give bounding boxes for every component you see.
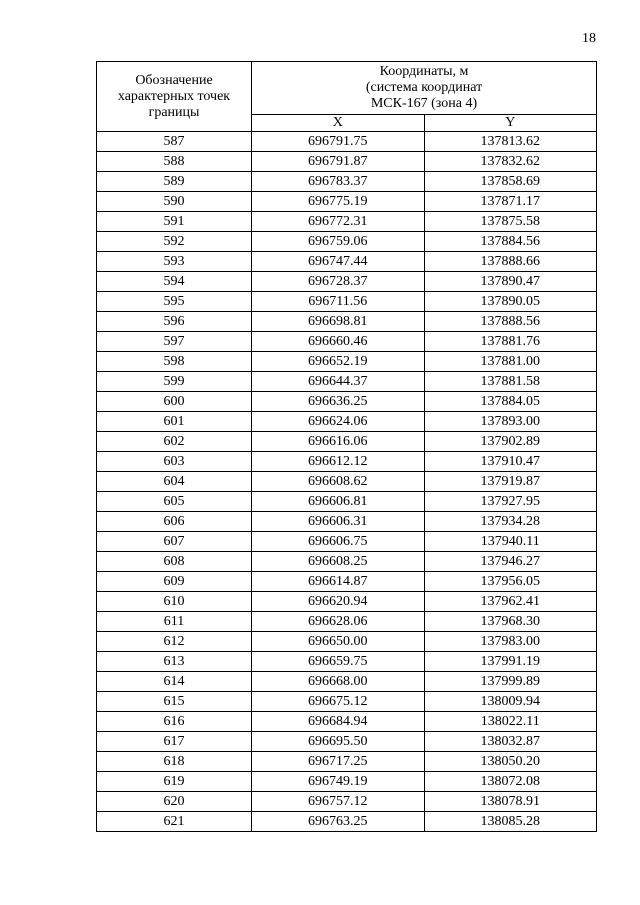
x-coordinate-cell: 696717.25	[252, 752, 425, 772]
point-header-line: Обозначение	[135, 72, 213, 88]
y-coordinate-cell: 137813.62	[424, 132, 597, 152]
y-coordinate-cell: 138022.11	[424, 712, 597, 732]
point-number-cell: 596	[97, 312, 252, 332]
x-coordinate-cell: 696675.12	[252, 692, 425, 712]
x-coordinate-cell: 696644.37	[252, 372, 425, 392]
point-number-cell: 621	[97, 812, 252, 832]
x-coordinate-cell: 696628.06	[252, 612, 425, 632]
table-row	[97, 232, 597, 252]
y-coordinate-cell: 138078.91	[424, 792, 597, 812]
x-coordinate-cell: 696608.25	[252, 552, 425, 572]
x-coordinate-cell: 696747.44	[252, 252, 425, 272]
table-row	[97, 552, 597, 572]
x-coordinate-cell: 696763.25	[252, 812, 425, 832]
point-number-cell: 618	[97, 752, 252, 772]
point-number-cell: 617	[97, 732, 252, 752]
point-number-cell: 599	[97, 372, 252, 392]
coordinates-table	[96, 61, 597, 832]
table-row	[97, 492, 597, 512]
table-row	[97, 712, 597, 732]
x-coordinate-cell: 696791.75	[252, 132, 425, 152]
coords-header-line: Координаты, м	[379, 63, 469, 79]
y-coordinate-cell: 137871.17	[424, 192, 597, 212]
y-coordinate-cell: 138050.20	[424, 752, 597, 772]
table-body	[97, 132, 597, 832]
x-coordinate-cell: 696636.25	[252, 392, 425, 412]
table-row	[97, 792, 597, 812]
point-number-cell: 614	[97, 672, 252, 692]
point-number-cell: 594	[97, 272, 252, 292]
point-designation-header	[97, 62, 252, 132]
table-row	[97, 752, 597, 772]
point-number-cell: 608	[97, 552, 252, 572]
point-number-cell: 615	[97, 692, 252, 712]
table-row	[97, 252, 597, 272]
x-coordinate-cell: 696668.00	[252, 672, 425, 692]
table-row	[97, 432, 597, 452]
y-coordinate-cell: 138072.08	[424, 772, 597, 792]
table-row	[97, 332, 597, 352]
x-coordinate-cell: 696759.06	[252, 232, 425, 252]
y-coordinate-cell: 137946.27	[424, 552, 597, 572]
point-number-cell: 611	[97, 612, 252, 632]
x-coordinate-cell: 696698.81	[252, 312, 425, 332]
point-number-cell: 587	[97, 132, 252, 152]
x-coordinate-cell: 696660.46	[252, 332, 425, 352]
point-number-cell: 589	[97, 172, 252, 192]
x-coordinate-cell: 696614.87	[252, 572, 425, 592]
table-row	[97, 452, 597, 472]
x-coordinate-cell: 696624.06	[252, 412, 425, 432]
y-coordinate-cell: 137910.47	[424, 452, 597, 472]
table-row	[97, 632, 597, 652]
y-coordinate-cell: 138085.28	[424, 812, 597, 832]
table-row	[97, 772, 597, 792]
table-row	[97, 352, 597, 372]
point-number-cell: 612	[97, 632, 252, 652]
table-row	[97, 612, 597, 632]
y-column-header: Y	[424, 114, 597, 131]
point-number-cell: 601	[97, 412, 252, 432]
x-coordinate-cell: 696608.62	[252, 472, 425, 492]
x-coordinate-cell: 696606.31	[252, 512, 425, 532]
y-coordinate-cell: 137934.28	[424, 512, 597, 532]
table-row	[97, 472, 597, 492]
point-number-cell: 613	[97, 652, 252, 672]
table-row	[97, 812, 597, 832]
point-number-cell: 591	[97, 212, 252, 232]
y-coordinate-cell: 137875.58	[424, 212, 597, 232]
y-coordinate-cell: 137888.56	[424, 312, 597, 332]
y-coordinate-cell: 138009.94	[424, 692, 597, 712]
point-number-cell: 610	[97, 592, 252, 612]
coordinates-header	[252, 62, 597, 115]
point-number-cell: 607	[97, 532, 252, 552]
table-row	[97, 652, 597, 672]
y-coordinate-cell: 137890.05	[424, 292, 597, 312]
table-row	[97, 392, 597, 412]
x-coordinate-cell: 696616.06	[252, 432, 425, 452]
y-coordinate-cell: 137962.41	[424, 592, 597, 612]
table-row	[97, 372, 597, 392]
point-number-cell: 600	[97, 392, 252, 412]
table-row	[97, 532, 597, 552]
x-coordinate-cell: 696620.94	[252, 592, 425, 612]
point-number-cell: 597	[97, 332, 252, 352]
coords-header-line: (система координат	[365, 79, 483, 95]
point-number-cell: 620	[97, 792, 252, 812]
point-number-cell: 590	[97, 192, 252, 212]
table-header	[97, 62, 597, 132]
point-number-cell: 595	[97, 292, 252, 312]
y-coordinate-cell: 137999.89	[424, 672, 597, 692]
x-coordinate-cell: 696684.94	[252, 712, 425, 732]
x-coordinate-cell: 696695.50	[252, 732, 425, 752]
point-number-cell: 619	[97, 772, 252, 792]
page-number: 18	[582, 31, 596, 46]
x-coordinate-cell: 696612.12	[252, 452, 425, 472]
y-coordinate-cell: 137919.87	[424, 472, 597, 492]
x-coordinate-cell: 696791.87	[252, 152, 425, 172]
x-coordinate-cell: 696652.19	[252, 352, 425, 372]
table-row	[97, 732, 597, 752]
y-coordinate-cell: 137956.05	[424, 572, 597, 592]
y-coordinate-cell: 137927.95	[424, 492, 597, 512]
x-coordinate-cell: 696606.81	[252, 492, 425, 512]
table-row	[97, 212, 597, 232]
table-row	[97, 312, 597, 332]
point-number-cell: 606	[97, 512, 252, 532]
y-coordinate-cell: 137881.00	[424, 352, 597, 372]
y-coordinate-cell: 138032.87	[424, 732, 597, 752]
point-number-cell: 592	[97, 232, 252, 252]
x-coordinate-cell: 696783.37	[252, 172, 425, 192]
table-row	[97, 292, 597, 312]
point-number-cell: 598	[97, 352, 252, 372]
table-row	[97, 512, 597, 532]
table-row	[97, 272, 597, 292]
coords-header-line: МСК-167 (зона 4)	[370, 95, 478, 111]
x-coordinate-cell: 696659.75	[252, 652, 425, 672]
table-row	[97, 572, 597, 592]
table-row	[97, 172, 597, 192]
y-coordinate-cell: 137881.58	[424, 372, 597, 392]
y-coordinate-cell: 137983.00	[424, 632, 597, 652]
y-coordinate-cell: 137881.76	[424, 332, 597, 352]
y-coordinate-cell: 137991.19	[424, 652, 597, 672]
table-row	[97, 672, 597, 692]
point-number-cell: 593	[97, 252, 252, 272]
y-coordinate-cell: 137888.66	[424, 252, 597, 272]
table-row	[97, 592, 597, 612]
y-coordinate-cell: 137884.56	[424, 232, 597, 252]
y-coordinate-cell: 137968.30	[424, 612, 597, 632]
x-coordinate-cell: 696749.19	[252, 772, 425, 792]
point-header-line: границы	[148, 104, 200, 120]
y-coordinate-cell: 137884.05	[424, 392, 597, 412]
x-coordinate-cell: 696650.00	[252, 632, 425, 652]
x-coordinate-cell: 696728.37	[252, 272, 425, 292]
point-number-cell: 602	[97, 432, 252, 452]
x-column-header: X	[252, 114, 425, 131]
y-coordinate-cell: 137858.69	[424, 172, 597, 192]
table-row	[97, 412, 597, 432]
point-number-cell: 588	[97, 152, 252, 172]
x-coordinate-cell: 696772.31	[252, 212, 425, 232]
point-header-line: характерных точек	[117, 88, 231, 104]
table-row	[97, 132, 597, 152]
y-coordinate-cell: 137832.62	[424, 152, 597, 172]
table-row	[97, 692, 597, 712]
point-number-cell: 609	[97, 572, 252, 592]
y-coordinate-cell: 137902.89	[424, 432, 597, 452]
x-coordinate-cell: 696606.75	[252, 532, 425, 552]
point-number-cell: 605	[97, 492, 252, 512]
x-coordinate-cell: 696757.12	[252, 792, 425, 812]
y-coordinate-cell: 137940.11	[424, 532, 597, 552]
point-number-cell: 603	[97, 452, 252, 472]
y-coordinate-cell: 137890.47	[424, 272, 597, 292]
table-row	[97, 192, 597, 212]
y-coordinate-cell: 137893.00	[424, 412, 597, 432]
x-coordinate-cell: 696711.56	[252, 292, 425, 312]
x-coordinate-cell: 696775.19	[252, 192, 425, 212]
point-number-cell: 604	[97, 472, 252, 492]
table-row	[97, 152, 597, 172]
point-number-cell: 616	[97, 712, 252, 732]
